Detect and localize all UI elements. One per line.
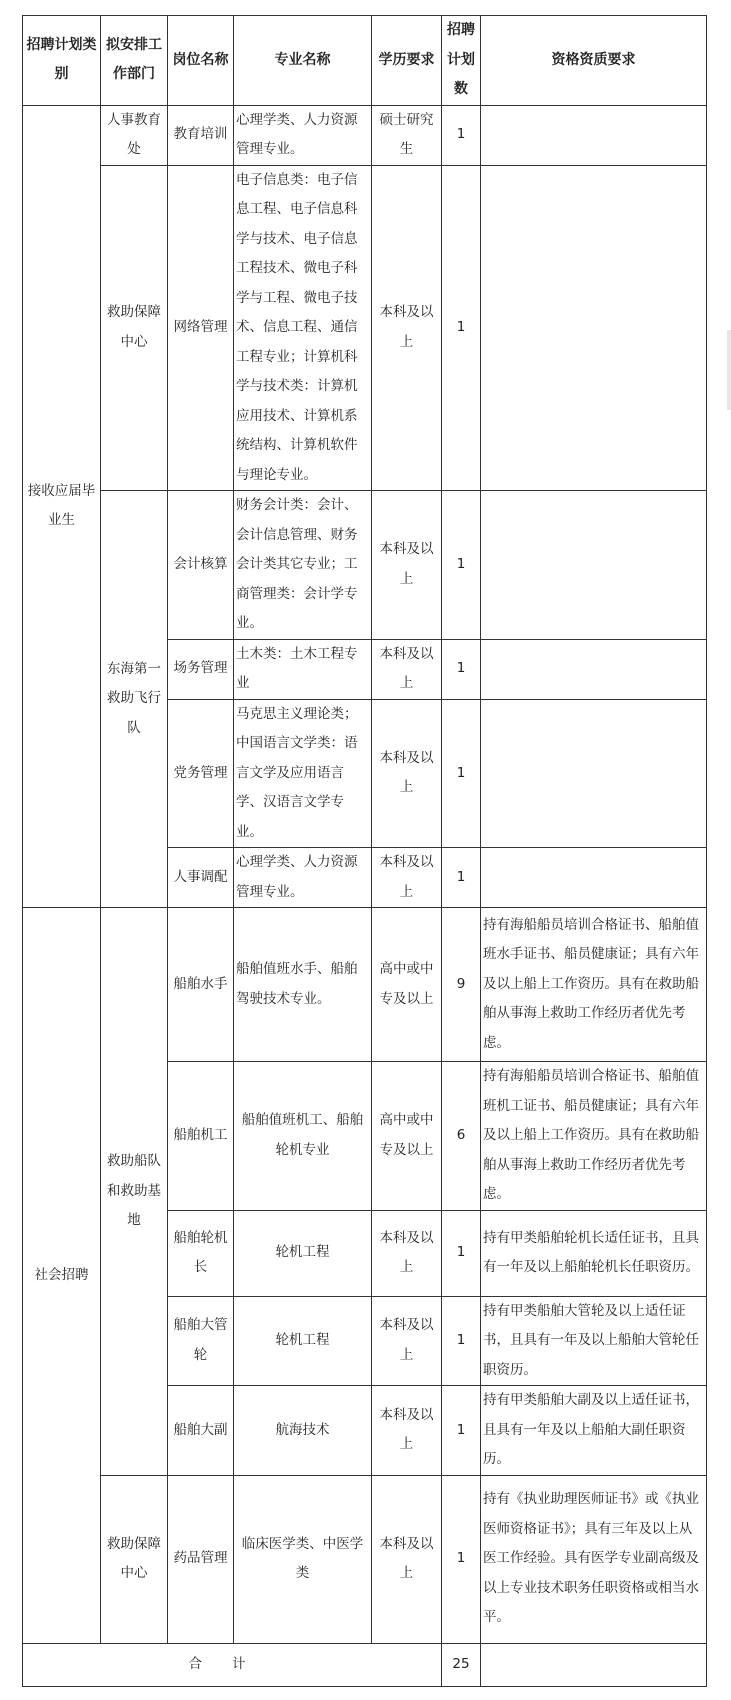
table-row: [23, 165, 707, 491]
count-cell: 1: [442, 491, 481, 640]
qualification-cell: [481, 491, 707, 640]
major-cell: 土木类：土木工程专业: [234, 639, 372, 699]
position-cell: 网络管理: [168, 165, 234, 491]
count-cell: 1: [442, 639, 481, 699]
qualification-cell: 持有甲类船舶大管轮及以上适任证书，且具有一年及以上船舶大管轮任职资历。: [481, 1296, 707, 1386]
qualification-cell: 持有海船船员培训合格证书、船舶值班水手证书、船员健康证；具有六年及以上船上工作资历。具有在救助船舶从事海上救助工作经历者优先考虑。: [481, 908, 707, 1062]
table-row: [23, 491, 707, 640]
education-cell: 本科及以上: [372, 1296, 442, 1386]
department-cell: 东海第一救助飞行队: [101, 491, 168, 908]
education-cell: 硕士研究生: [372, 105, 442, 165]
qualification-cell: [481, 848, 707, 908]
total-row: [23, 1643, 707, 1686]
position-cell: 船舶水手: [168, 908, 234, 1062]
position-cell: 船舶大副: [168, 1386, 234, 1476]
major-cell: 航海技术: [234, 1386, 372, 1476]
education-cell: 本科及以上: [372, 1386, 442, 1476]
major-cell: 轮机工程: [234, 1210, 372, 1296]
header-department: 拟安排工作部门: [101, 16, 168, 106]
education-cell: 本科及以上: [372, 1210, 442, 1296]
header-category: 招聘计划类别: [23, 16, 101, 106]
qualification-cell: [481, 105, 707, 165]
category-graduates: 接收应届毕业生: [23, 105, 101, 908]
major-cell: 心理学类、人力资源管理专业。: [234, 848, 372, 908]
department-cell: 救助保障中心: [101, 1475, 168, 1643]
position-cell: 人事调配: [168, 848, 234, 908]
header-count: 招聘计划数: [442, 16, 481, 106]
position-cell: 船舶机工: [168, 1062, 234, 1211]
header-qualification: 资格资质要求: [481, 16, 707, 106]
header-education: 学历要求: [372, 16, 442, 106]
qualification-cell: 持有甲类船舶轮机长适任证书，且具有一年及以上船舶轮机长任职资历。: [481, 1210, 707, 1296]
qualification-cell: [481, 639, 707, 699]
position-cell: 会计核算: [168, 491, 234, 640]
total-label: 合计: [23, 1643, 442, 1686]
education-cell: 高中或中专及以上: [372, 1062, 442, 1211]
major-cell: 心理学类、人力资源管理专业。: [234, 105, 372, 165]
count-cell: 6: [442, 1062, 481, 1211]
education-cell: 本科及以上: [372, 848, 442, 908]
position-cell: 场务管理: [168, 639, 234, 699]
major-cell: 财务会计类：会计、会计信息管理、财务会计类其它专业；工商管理类：会计学专业。: [234, 491, 372, 640]
table-row: [23, 105, 707, 165]
major-cell: 船舶值班机工、船舶轮机专业: [234, 1062, 372, 1211]
major-cell: 轮机工程: [234, 1296, 372, 1386]
education-cell: 本科及以上: [372, 639, 442, 699]
department-cell: 救助保障中心: [101, 165, 168, 491]
major-cell: 马克思主义理论类；中国语言文学类：语言文学及应用语言学、汉语言文学专业。: [234, 699, 372, 848]
count-cell: 1: [442, 1475, 481, 1643]
header-position: 岗位名称: [168, 16, 234, 106]
total-empty-cell: [481, 1643, 707, 1686]
qualification-cell: [481, 165, 707, 491]
qualification-cell: 持有甲类船舶大副及以上适任证书，且具有一年及以上船舶大副任职资历。: [481, 1386, 707, 1476]
count-cell: 1: [442, 1386, 481, 1476]
position-cell: 党务管理: [168, 699, 234, 848]
count-cell: 9: [442, 908, 481, 1062]
department-cell: 人事教育处: [101, 105, 168, 165]
education-cell: 本科及以上: [372, 165, 442, 491]
scrollbar-thumb[interactable]: [727, 330, 731, 410]
count-cell: 1: [442, 165, 481, 491]
count-cell: 1: [442, 105, 481, 165]
qualification-cell: 持有《执业助理医师证书》或《执业医师资格证书》；具有三年及以上从医工作经验。具有医学专业副高级及以上专业技术职务任职资格或相当水平。: [481, 1475, 707, 1643]
category-social: 社会招聘: [23, 908, 101, 1644]
education-cell: 本科及以上: [372, 1475, 442, 1643]
major-cell: 电子信息类：电子信息工程、电子信息科学与技术、电子信息工程技术、微电子科学与工程、微电子技术、信息工程、通信工程专业；计算机科学与技术类：计算机应用技术、计算机系统结构、计算机软件与理论专业。: [234, 165, 372, 491]
header-major: 专业名称: [234, 16, 372, 106]
major-cell: 临床医学类、中医学类: [234, 1475, 372, 1643]
recruitment-table: [22, 15, 707, 1687]
major-cell: 船舶值班水手、船舶驾驶技术专业。: [234, 908, 372, 1062]
table-row: [23, 1475, 707, 1643]
count-cell: 1: [442, 699, 481, 848]
position-cell: 船舶大管轮: [168, 1296, 234, 1386]
department-cell: 救助船队和救助基地: [101, 908, 168, 1476]
education-cell: 本科及以上: [372, 699, 442, 848]
qualification-cell: 持有海船船员培训合格证书、船舶值班机工证书、船员健康证；具有六年及以上船上工作资历。具有在救助船舶从事海上救助工作经历者优先考虑。: [481, 1062, 707, 1211]
position-cell: 船舶轮机长: [168, 1210, 234, 1296]
count-cell: 1: [442, 848, 481, 908]
count-cell: 1: [442, 1296, 481, 1386]
qualification-cell: [481, 699, 707, 848]
total-count: 25: [442, 1643, 481, 1686]
position-cell: 教育培训: [168, 105, 234, 165]
education-cell: 本科及以上: [372, 491, 442, 640]
position-cell: 药品管理: [168, 1475, 234, 1643]
table-row: [23, 908, 707, 1062]
header-row: [23, 16, 707, 106]
education-cell: 高中或中专及以上: [372, 908, 442, 1062]
count-cell: 1: [442, 1210, 481, 1296]
